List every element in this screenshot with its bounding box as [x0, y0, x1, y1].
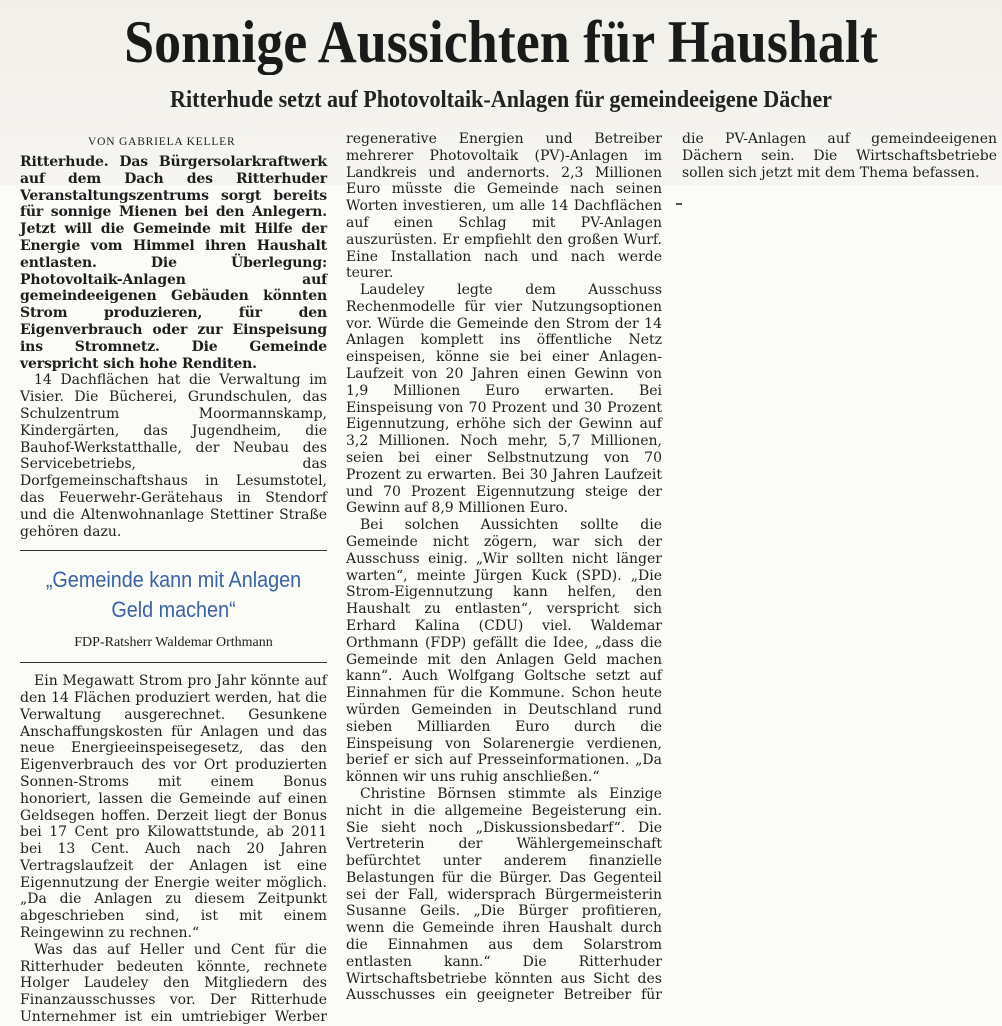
- paragraph-committee: Bei solchen Aussichten sollte die Gemeinde nicht zögern, war sich der Ausschuss einig. „Wir sollten nicht länger warten“, meinte Jürgen Kuck (SPD). „Die Strom-Eigennutzung kann helfen, den Haushalt zu entlasten“, verspricht sich Erhard Kalina (CDU) viel. Waldemar Orthmann (FDP) gefällt die Idee, „dass die Gemeinde mit den Anlagen Geld machen kann“. Auch Wolfgang Goltsche setzt auf Einnahmen für die Kommune. Schon heute würden Gemeinden in Deutschland rund sieben Milliarden Euro durch die Einspeisung von Solarenergie verdienen, berief er sich auf Presseinformationen. „Da können wir uns ruhig anschließen.“: [346, 517, 662, 786]
- byline: VON GABRIELA KELLER: [88, 136, 236, 148]
- paragraph-boernsen: Christine Börnsen stimmte als Einzige nicht in die allgemeine Begeisterung ein. Sie sieht noch „Diskussionsbedarf“. Die Vertreterin der Wählergemeinschaft befürchtet unter anderem finanzielle Belastungen für die Bürger. Das Gegenteil sei der Fall, widersprach Bürgermeisterin Susanne Geils. „Die Bürger profitieren, wenn die Gemeinde ihren Haushalt durch die Einnahmen aus dem Solarstrom entlasten kann.“ Die Ritterhuder Wirtschaftsbetriebe könnten aus Sicht des Ausschusses ein geeigneter Betreiber für: [346, 785, 662, 1004]
- paragraph-laudeley-intro-cont: [346, 131, 662, 282]
- column-3: [682, 131, 997, 182]
- paragraph-megawatt: Ein Megawatt Strom pro Jahr könnte auf den 14 Flächen produziert werden, hat die Verwaltung ausgerechnet. Gesunkene Anschaffungskosten für Anlagen und das neue Energieeinspeisegesetz, das den Eigenverbrauch des vor Ort produzierten Sonnen-Stroms mit einem Bonus honoriert, lassen die Gemeinde auf einen Geldsegen hoffen. Derzeit liegt der Bonus bei 17 Cent pro Kilowattstunde, ab 2011 bei 13 Cent. Auch nach 20 Jahren Vertragslaufzeit der Anlagen ist eine Eigennutzung der Energie weiter möglich. „Da die Anlagen zu diesem Zeitpunkt abgeschrieben sind, ist mit einem Reingewinn zu rechnen.“: [20, 673, 327, 942]
- headline: Sonnige Aussichten für Haushalt: [124, 9, 878, 75]
- column-1: [20, 136, 327, 1026]
- paragraph-laudeley-intro: Was das auf Heller und Cent für die Ritterhuder bedeuten könnte, rechnete Holger Laudeley den Mitgliedern des Finanzausschusses vor. Der Ritterhude Unternehmer ist ein umtriebiger Werber: [20, 941, 327, 1026]
- pull-quote-attribution: FDP-Ratsherr Waldemar Orthmann: [74, 635, 273, 651]
- paragraph-models: Laudeley legte dem Ausschuss Rechenmodelle für vier Nutzungsoptionen vor. Würde die Gemeinde den Strom der 14 Anlagen komplett ins öffentliche Netz einspeisen, könne sie bei einer Anlagen-Laufzeit von 20 Jahren einen Gewinn von 1,9 Millionen Euro erwarten. Bei Einspeisung von 70 Prozent und 30 Prozent Eigennutzung, erhöhe sich der Gewinn auf 3,2 Millionen. Noch mehr, 5,7 Millionen, seien bei einer Selbstnutzung von 70 Prozent zu erwarten. Bei 30 Jahren Laufzeit und 70 Prozent Eigennutzung steige der Gewinn auf 8,9 Millionen Euro.: [346, 282, 662, 517]
- pull-quote: „Gemeinde kann mit Anlagen Geld machen“: [45, 567, 302, 623]
- column-2: [346, 131, 662, 1004]
- paragraph-roofs: 14 Dachflächen hat die Verwaltung im Visier. Die Bücherei, Grundschulen, das Schulzentrum Moormannskamp, Kindergärten, das Jugendheim, die Bauhof-Werkstatthalle, der Neubau des Servicebetriebs, das Dorfgemeinschaftshaus in Lesumstotel, das Feuerwehr-Gerätehaus in Stendorf und die Altenwohnanlage Stettiner Straße gehören dazu.: [20, 372, 327, 540]
- subheadline: Ritterhude setzt auf Photovoltaik-Anlagen für gemeindeeigene Dächer: [170, 87, 832, 113]
- divider-top: [20, 550, 327, 551]
- print-mark: [676, 203, 682, 205]
- lead-paragraph: Ritterhude. Das Bürgersolarkraftwerk auf dem Dach des Ritterhuder Veranstaltungszentrums sorgt bereits für sonnige Mienen bei den Anlegern. Jetzt will die Gemeinde mit Hilfe der Energie vom Himmel ihren Haushalt entlasten. Die Überlegung: Photovoltaik-Anlagen auf gemeindeeigenen Gebäuden könnten Strom produzieren, für den Eigenverbrauch oder zur Einspeisung ins Stromnetz. Die Gemeinde verspricht sich hohe Renditen.: [20, 154, 327, 372]
- paragraph-boernsen-text: die PV-Anlagen auf gemeindeeigenen Dächern sein. Die Wirtschaftsbetriebe sollen sich jetzt mit dem Thema befassen.: [682, 131, 997, 181]
- paragraph-laudeley-intro-text: regenerative Energien und Betreiber mehrerer Photovoltaik (PV)-Anlagen im Landkreis und andernorts. 2,3 Millionen Euro müsste die Gemeinde nach seinen Worten investieren, um alle 14 Dachflächen auf einen Schlag mit PV-Anlagen auszurüsten. Er empfiehlt den großen Wurf. Eine Installation nach und nach werde teurer.: [346, 131, 662, 282]
- divider-bottom: [20, 662, 327, 663]
- paragraph-boernsen-cont: [682, 131, 997, 182]
